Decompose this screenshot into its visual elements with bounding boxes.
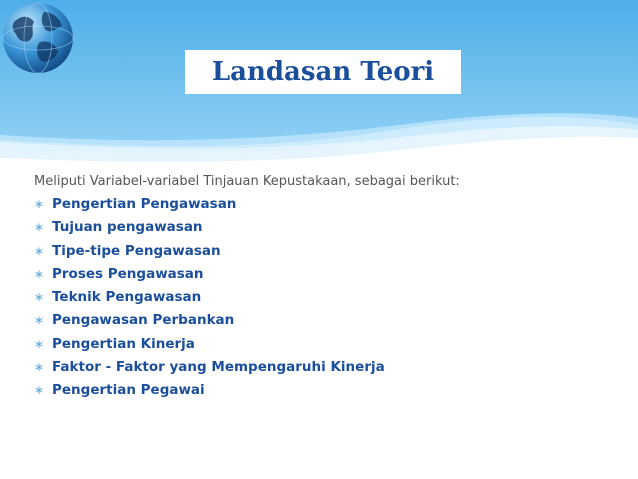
asterisk-bullet-icon: ∗ xyxy=(34,243,45,258)
asterisk-bullet-icon: ∗ xyxy=(34,383,45,398)
list-item xyxy=(34,240,614,263)
topic-list xyxy=(34,193,614,403)
list-item xyxy=(34,216,614,239)
list-item-label: Pengertian Kinerja xyxy=(52,335,195,352)
list-item xyxy=(34,356,614,379)
list-item xyxy=(34,309,614,332)
list-item-label: Faktor - Faktor yang Mempengaruhi Kinerja xyxy=(52,359,385,376)
intro-text: Meliputi Variabel-variabel Tinjauan Kepustakaan, sebagai berikut: xyxy=(34,174,460,189)
asterisk-bullet-icon: ∗ xyxy=(34,360,45,375)
list-item-label: Pengertian Pegawai xyxy=(52,382,205,399)
list-item-label: Teknik Pengawasan xyxy=(52,289,202,306)
asterisk-bullet-icon: ∗ xyxy=(34,313,45,328)
asterisk-bullet-icon: ∗ xyxy=(34,336,45,351)
list-item-label: Proses Pengawasan xyxy=(52,265,204,282)
list-item-label: Pengertian Pengawasan xyxy=(52,196,237,212)
header-banner xyxy=(0,0,638,165)
asterisk-bullet-icon: ∗ xyxy=(34,290,45,305)
list-item-label: Tipe-tipe Pengawasan xyxy=(52,242,221,259)
globe-icon xyxy=(0,0,76,76)
asterisk-bullet-icon: ∗ xyxy=(34,220,45,235)
list-item-label: Tujuan pengawasan xyxy=(52,219,203,236)
asterisk-bullet-icon: ∗ xyxy=(34,197,45,211)
slide-title: Landasan Teori xyxy=(185,50,461,94)
list-item xyxy=(34,263,614,286)
list-item xyxy=(34,379,614,402)
list-item xyxy=(34,333,614,356)
list-item-label: Pengawasan Perbankan xyxy=(52,312,235,329)
asterisk-bullet-icon: ∗ xyxy=(34,266,45,281)
list-item xyxy=(34,193,614,216)
slide-content xyxy=(34,170,614,403)
list-item xyxy=(34,286,614,309)
